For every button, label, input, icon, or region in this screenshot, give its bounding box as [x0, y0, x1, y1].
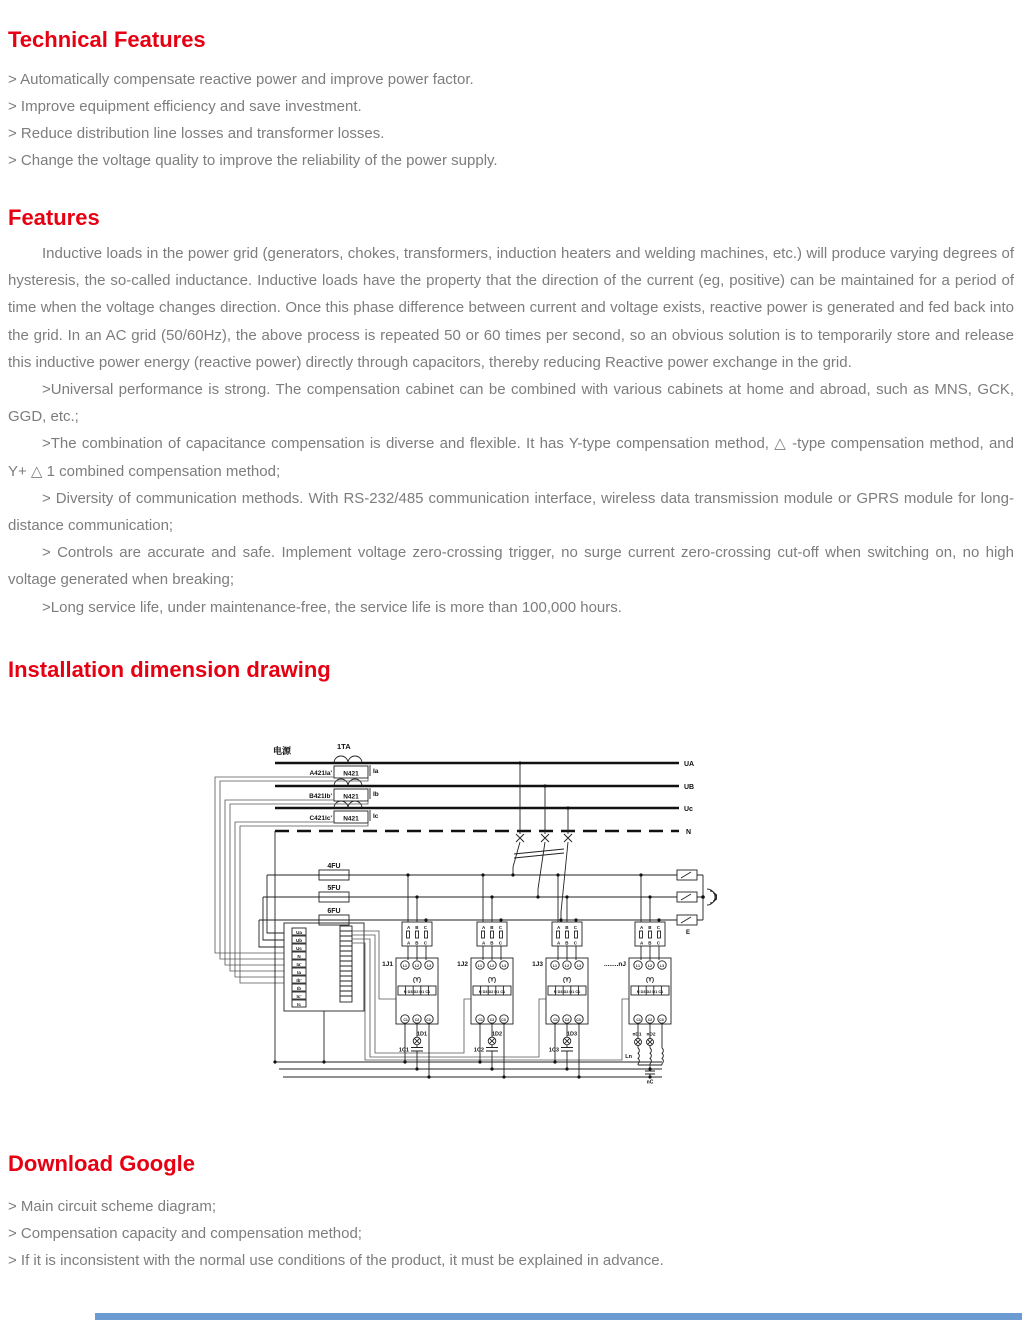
module-top-ports: L1 L2 L3 [635, 963, 665, 968]
installation-diagram-area [8, 683, 1014, 1141]
ct-secondary-label: B421Ib' [309, 792, 332, 800]
lamp-label: nD1 [632, 1032, 642, 1038]
module-bottom-ports: C1 C2 C3 [636, 1017, 664, 1022]
feature-point: >The combination of capacitance compensation is diverse and flexible. It has Y-type compensation method, △ -type compensation method, and Y+ △ 1 combined compensation method; [8, 435, 1014, 480]
fuse-block-bottom: A B C [556, 940, 578, 946]
module-mid-ports: N D3 D2 D1 C1 [403, 989, 431, 994]
fuse-label-6fu: 6FU [327, 907, 341, 915]
fuse-block-bottom: A B C [406, 940, 428, 946]
list-item: > Main circuit scheme diagram; [8, 1197, 216, 1215]
feature-point: >Universal performance is strong. The compensation cabinet can be combined with various cabinets at home and abroad, such as MNS, GCK, GGD, etc.; [8, 381, 1014, 426]
terminal-label: Ic' [296, 993, 302, 999]
terminal-label: Ib [296, 985, 302, 991]
capacitor-label: nC [646, 1079, 654, 1086]
feature-point: > Controls are accurate and safe. Implement voltage zero-crossing trigger, no surge current zero-crossing cut-off when switching on, no high voltage generated when breaking; [8, 544, 1014, 589]
lamp-label: 1D1 [416, 1031, 428, 1038]
arrester-earth [677, 870, 717, 936]
switch-module-3 [532, 875, 588, 1077]
power-source-label: 电源 [273, 745, 292, 756]
terminal-label: Ic [297, 1001, 301, 1007]
terminal-label: Ub [295, 937, 303, 943]
ct-secondary-label: A421Ia' [309, 769, 332, 777]
footer-bar [95, 1313, 1022, 1320]
fuse-block-top: A B C [481, 924, 503, 930]
ct-name: N421 [343, 815, 359, 823]
module-mid-ports: N D3 D2 D1 C1 [636, 989, 664, 994]
ct-current-label: Ib [373, 790, 379, 798]
module-symbol: (Y) [563, 977, 571, 984]
module-name: 1J2 [457, 960, 468, 968]
lamp-label: 1D3 [566, 1031, 578, 1038]
tech-features-list [8, 66, 1014, 174]
terminal-label: Ib' [296, 977, 302, 983]
module-top-ports: L1 L2 L3 [402, 963, 432, 968]
switch-module-2 [457, 875, 513, 1077]
list-item: > If it is inconsistent with the normal use conditions of the product, it must be explained in advance. [8, 1251, 664, 1269]
controller [284, 923, 364, 1062]
features-text [8, 240, 1014, 621]
list-item: > Improve equipment efficiency and save investment. [8, 98, 362, 115]
list-item: > Compensation capacity and compensation method; [8, 1224, 362, 1242]
module-name: 1J1 [382, 960, 393, 968]
list-item: > Reduce distribution line losses and transformer losses. [8, 125, 385, 142]
feature-point: >Long service life, under maintenance-free, the service life is more than 100,000 hours. [42, 598, 622, 616]
fuse-label-4fu: 4FU [327, 862, 341, 870]
fuse-label-5fu: 5FU [327, 884, 341, 892]
current-transformer-phase-b [309, 779, 379, 801]
terminal-label: Ua [296, 929, 302, 935]
lamp-label: nD2 [646, 1032, 656, 1038]
module-top-ports: L1 L2 L3 [552, 963, 582, 968]
list-item: > Change the voltage quality to improve the reliability of the power supply. [8, 152, 498, 169]
features-intro-paragraph: Inductive loads in the power grid (generators, chokes, transformers, induction heaters and welding machines, etc.) will produce varying degrees of hysteresis, the so-called inductance. Inductive loads have the property that the direction of the current (eg, positive) can be maintained for a period of time when the voltage changes direction. Once this phase difference between current and voltage exists, reactive power is generated and fed back into the grid. In an AC grid (50/60Hz), the above process is repeated 50 or 60 times per second, so an obvious solution is to temporarily store and release this inductive power energy (reactive power) directly through capacitors, thereby reducing Reactive power exchange in the grid. [8, 245, 1014, 371]
reactor-label: Ln [625, 1053, 632, 1060]
heading-technical-features: Technical Features [8, 27, 206, 52]
ct-name: N421 [343, 770, 359, 778]
fuse-block-bottom: A B C [481, 940, 503, 946]
list-item: > Automatically compensate reactive power and improve power factor. [8, 71, 474, 88]
module-bottom-ports: C1 C2 C3 [478, 1017, 506, 1022]
module-name: ........nJ [603, 960, 626, 968]
bus-label-ua: UA [684, 760, 695, 768]
fuse-block-top: A B C [556, 924, 578, 930]
heading-download: Download Google [8, 1150, 195, 1176]
terminal-label: Ia' [296, 961, 302, 967]
controller-terminals [292, 928, 306, 1007]
terminal-label: Uc [296, 945, 302, 951]
download-list [8, 1193, 1014, 1274]
module-bottom-ports: C1 C2 C3 [553, 1017, 581, 1022]
module-bottom-ports: C1 C2 C3 [403, 1017, 431, 1022]
ct-secondary-label: C421Ic' [309, 814, 332, 822]
module-symbol: (Y) [646, 977, 654, 984]
capacitor-label: 1C1 [398, 1047, 409, 1054]
fuse-block-top: A B C [406, 924, 428, 930]
capacitor-label: 1C3 [548, 1047, 559, 1054]
ct-current-label: Ia [373, 767, 379, 775]
module-name: 1J3 [532, 960, 543, 968]
circuit-diagram [207, 735, 717, 1100]
heading-installation: Installation dimension drawing [8, 656, 331, 682]
fuse-lines [259, 863, 677, 947]
switch-module-1 [382, 875, 438, 1077]
switch-module-n [604, 875, 671, 1086]
ct-group-label: 1TA [337, 741, 351, 751]
fuse-block-bottom: A B C [639, 940, 661, 946]
control-wires [352, 931, 629, 1060]
bus-label-n: N [686, 828, 692, 836]
capacitor-label: 1C2 [473, 1047, 484, 1054]
heading-features: Features [8, 205, 100, 230]
module-top-ports: L1 L2 L3 [477, 963, 507, 968]
module-mid-ports: N D3 D2 D1 C1 [478, 989, 506, 994]
lamp-label: 1D2 [491, 1031, 503, 1038]
bus-label-uc: Uc [684, 805, 693, 813]
module-mid-ports: N D3 D2 D1 C1 [553, 989, 581, 994]
module-symbol: (Y) [488, 977, 496, 984]
terminal-label: N [297, 953, 301, 959]
bus-label-ub: UB [684, 783, 695, 791]
ct-current-label: Ic [373, 812, 379, 820]
ct-name: N421 [343, 793, 359, 801]
current-transformer-phase-a [309, 756, 378, 778]
controller-terminal-strip [340, 926, 352, 1002]
terminal-label: Ia [297, 969, 301, 975]
module-symbol: (Y) [413, 977, 421, 984]
earth-label: E [686, 929, 691, 936]
fuse-block-top: A B C [639, 924, 661, 930]
feature-point: > Diversity of communication methods. With RS-232/485 communication interface, wireless data transmission module or GPRS module for long-distance communication; [8, 489, 1014, 535]
